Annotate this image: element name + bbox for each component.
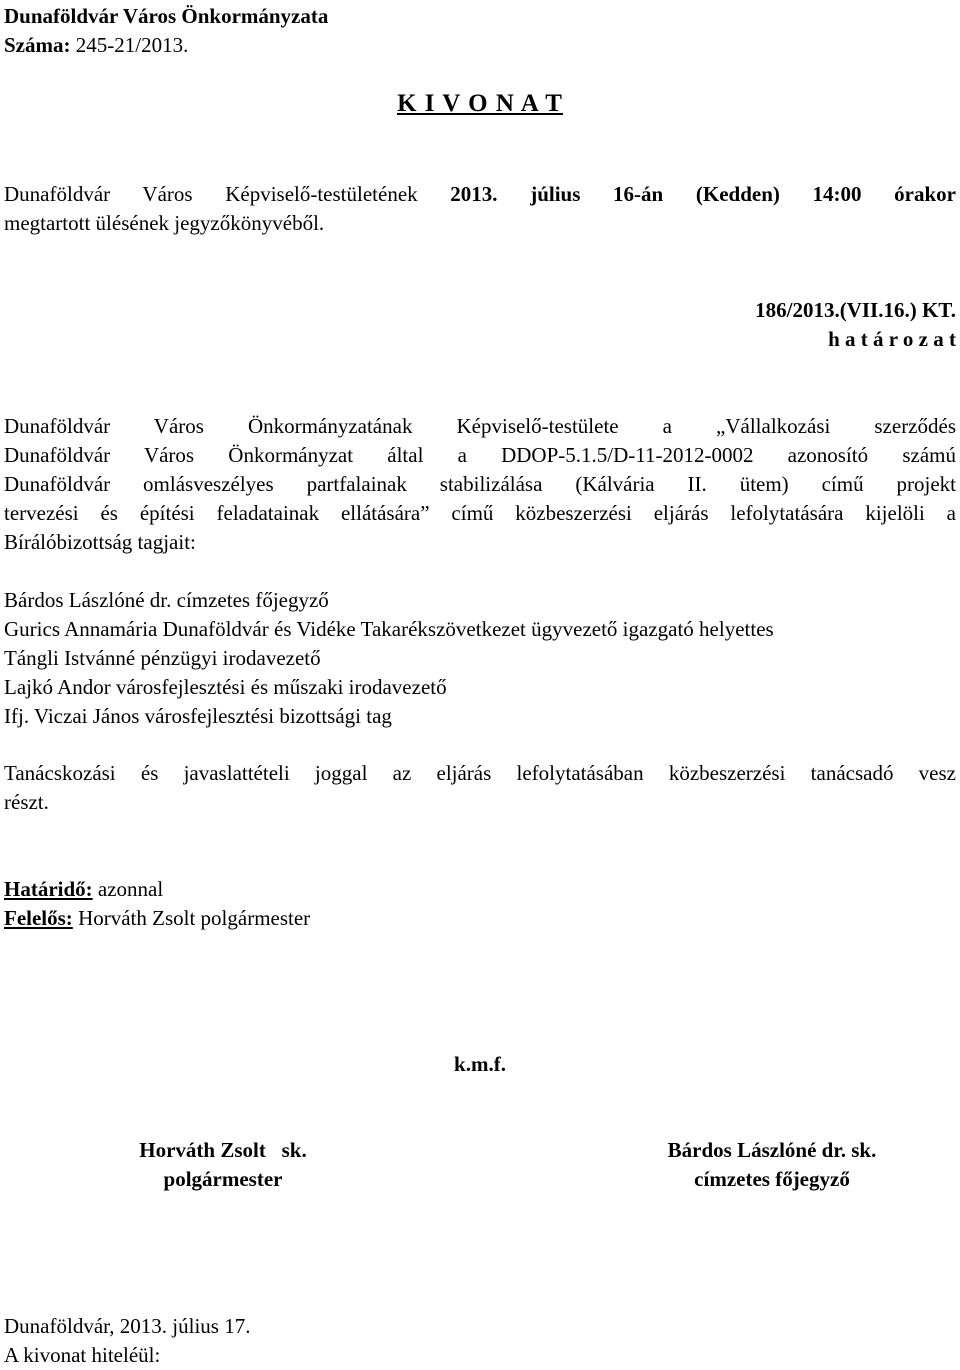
mayor-title: polgármester [163, 1167, 283, 1191]
advisory-paragraph [4, 759, 956, 817]
list-item: Gurics Annamária Dunaföldvár és Vidéke Takarékszövetkezet ügyvezető igazgató helyettes [4, 617, 774, 641]
advisory-line-1: Tanácskozási és javaslattételi joggal az eljárás lefolytatásában közbeszerzési tanácsadó vesz [4, 761, 956, 785]
notary-name: Bárdos Lászlóné dr. sk. [667, 1138, 877, 1162]
decision-paragraph [4, 412, 956, 557]
list-item: Bárdos Lászlóné dr. címzetes főjegyző [4, 588, 329, 612]
meeting-time: 14:00 órakor [812, 182, 956, 206]
document-number-label: Száma: [4, 33, 71, 57]
deadline-block [4, 875, 310, 933]
resolution-type: h a t á r o z a t [828, 327, 956, 351]
deadline-value: azonnal [97, 877, 164, 901]
list-item: Ifj. Viczai János városfejlesztési bizottsági tag [4, 704, 392, 728]
list-item: Tángli Istvánné pénzügyi irodavezető [4, 646, 321, 670]
signature-notary [612, 1136, 932, 1194]
decision-line-5: Bírálóbizottság tagjait: [4, 530, 196, 554]
intro-line-1 [4, 180, 956, 209]
document-footer [4, 1312, 250, 1370]
decision-line-2: Dunaföldvár Város Önkormányzat által a DDOP-5.1.5/D-11-2012-0002 azonosító számú [4, 443, 956, 467]
deadline [4, 875, 310, 904]
page-title: K I V O N A T [397, 90, 563, 117]
responsible-label: Felelős: [4, 906, 73, 930]
document-number-value: 245-21/2013. [75, 33, 189, 57]
document-header [4, 2, 328, 60]
advisory-line-2: részt. [4, 790, 49, 814]
committee-members-list [4, 586, 774, 731]
certification-label: A kivonat hiteléül: [4, 1343, 161, 1367]
intro-line-2: megtartott ülésének jegyzőkönyvéből. [4, 211, 325, 235]
resolution-number: 186/2013.(VII.16.) KT. [755, 298, 956, 322]
notary-title: címzetes főjegyző [694, 1167, 850, 1191]
intro-paragraph [4, 180, 956, 238]
deadline-label: Határidő: [4, 877, 93, 901]
responsible [4, 904, 310, 933]
intro-body: Dunaföldvár Város Képviselő-testületének [4, 182, 418, 206]
list-item: Lajkó Andor városfejlesztési és műszaki irodavezető [4, 675, 447, 699]
decision-line-1: Dunaföldvár Város Önkormányzatának Képviselő-testülete a „Vállalkozási szerződés [4, 414, 956, 438]
kmf-mark: k.m.f. [454, 1052, 506, 1076]
place-date: Dunaföldvár, 2013. július 17. [4, 1314, 251, 1338]
meeting-date: 2013. július 16-án (Kedden) [450, 182, 780, 206]
decision-line-4: tervezési és építési feladatainak ellátására” című közbeszerzési eljárás lefolytatására kijelöli a [4, 501, 956, 525]
decision-line-3: Dunaföldvár omlásveszélyes partfalainak stabilizálása (Kálvária II. ütem) című projekt [4, 472, 956, 496]
signature-mayor [88, 1136, 358, 1194]
mayor-name: Horváth Zsolt sk. [139, 1138, 307, 1162]
document-number [4, 31, 328, 60]
organization-name: Dunaföldvár Város Önkormányzata [4, 4, 329, 28]
responsible-value: Horváth Zsolt polgármester [78, 906, 311, 930]
resolution-heading [755, 296, 956, 354]
